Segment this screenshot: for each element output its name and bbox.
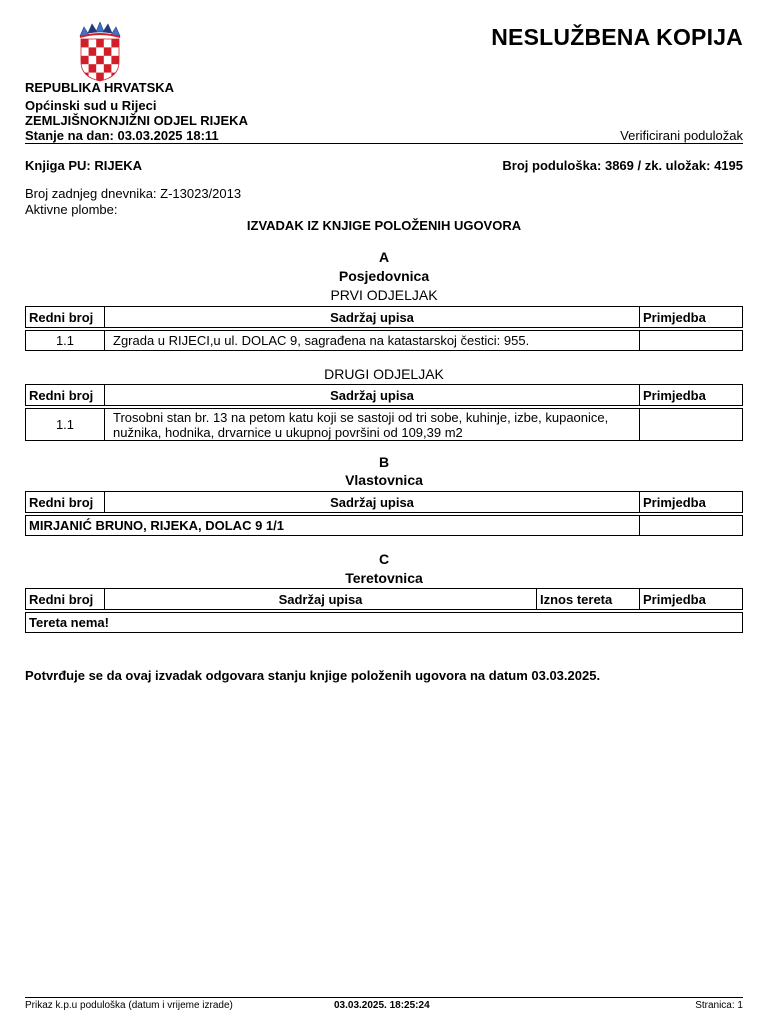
section-a-part2-title: DRUGI ODJELJAK xyxy=(324,366,444,382)
state-date: Stanje na dan: 03.03.2025 18:11 xyxy=(25,128,219,143)
croatian-coat-of-arms-icon xyxy=(77,22,123,82)
sub-number: Broj poduloška: 3869 / zk. uložak: 4195 xyxy=(502,158,743,173)
department-name: ZEMLJIŠNOKNJIŽNI ODJEL RIJEKA xyxy=(25,113,248,128)
owner-entry: MIRJANIĆ BRUNO, RIJEKA, DOLAC 9 1/1 xyxy=(26,516,640,536)
active-seals: Aktivne plombe: xyxy=(25,202,118,217)
section-a-part1-title: PRVI ODJELJAK xyxy=(330,287,438,303)
column-header-redni: Redni broj xyxy=(26,492,105,513)
column-header-primjedba: Primjedba xyxy=(640,385,743,406)
column-header-sadrzaj: Sadržaj upisa xyxy=(105,589,537,610)
table-header-row xyxy=(26,385,743,406)
section-c-letter: C xyxy=(378,551,390,567)
section-a-letter: A xyxy=(378,249,390,265)
section-a-name: Posjedovnica xyxy=(338,268,430,284)
section-a-part1-table xyxy=(25,306,743,351)
table-header-row xyxy=(26,307,743,328)
section-b-name: Vlastovnica xyxy=(345,472,423,488)
row-number: 1.1 xyxy=(26,331,105,351)
row-number: 1.1 xyxy=(26,409,105,441)
column-header-primjedba: Primjedba xyxy=(640,492,743,513)
row-note xyxy=(640,331,743,351)
footer-divider xyxy=(25,997,743,998)
court-name: Općinski sud u Rijeci xyxy=(25,98,157,113)
table-header-row xyxy=(26,589,743,610)
table-header-row xyxy=(26,492,743,513)
confirmation-text: Potvrđuje se da ovaj izvadak odgovara stanju knjige položenih ugovora na datum 03.03.2025. xyxy=(25,668,601,683)
no-burdens-entry: Tereta nema! xyxy=(26,613,743,633)
section-c-table xyxy=(25,588,743,633)
column-header-redni: Redni broj xyxy=(26,385,105,406)
document-title-unofficial-copy: NESLUŽBENA KOPIJA xyxy=(491,24,743,50)
column-header-redni: Redni broj xyxy=(26,307,105,328)
footer-page-number: Stranica: 1 xyxy=(695,1000,743,1011)
table-row xyxy=(26,613,743,633)
extract-title: IZVADAK IZ KNJIGE POLOŽENIH UGOVORA xyxy=(246,218,522,233)
row-content: Zgrada u RIJECI,u ul. DOLAC 9, sagrađena na katastarskoj čestici: 955. xyxy=(105,331,640,351)
column-header-primjedba: Primjedba xyxy=(640,307,743,328)
table-row xyxy=(26,331,743,351)
column-header-primjedba: Primjedba xyxy=(640,589,743,610)
table-row xyxy=(26,409,743,441)
verified-label: Verificirani poduložak xyxy=(620,128,743,143)
header-divider xyxy=(25,143,743,144)
column-header-redni: Redni broj xyxy=(26,589,105,610)
column-header-iznos: Iznos tereta xyxy=(537,589,640,610)
row-note xyxy=(640,516,743,536)
row-content xyxy=(105,409,640,441)
book-label: Knjiga PU: RIJEKA xyxy=(25,158,143,173)
row-note xyxy=(640,409,743,441)
footer-timestamp: 03.03.2025. 18:25:24 xyxy=(334,1000,430,1011)
row-content-line-2: nužnika, hodnika, drvarnice u ukupnoj površini od 109,39 m2 xyxy=(113,424,463,440)
column-header-sadrzaj: Sadržaj upisa xyxy=(105,385,640,406)
column-header-sadrzaj: Sadržaj upisa xyxy=(105,492,640,513)
footer-left: Prikaz k.p.u poduloška (datum i vrijeme izrade) xyxy=(25,1000,233,1011)
section-b-table xyxy=(25,491,743,536)
section-b-letter: B xyxy=(378,454,390,470)
row-content-line-1: Trosobni stan br. 13 na petom katu koji se sastoji od tri sobe, kuhinje, izbe, kupaonice, xyxy=(113,409,609,425)
last-diary-number: Broj zadnjeg dnevnika: Z-13023/2013 xyxy=(25,186,242,201)
section-a-part2-table xyxy=(25,384,743,441)
column-header-sadrzaj: Sadržaj upisa xyxy=(105,307,640,328)
section-c-name: Teretovnica xyxy=(345,570,423,586)
republic-name: REPUBLIKA HRVATSKA xyxy=(25,80,175,95)
table-row xyxy=(26,516,743,536)
